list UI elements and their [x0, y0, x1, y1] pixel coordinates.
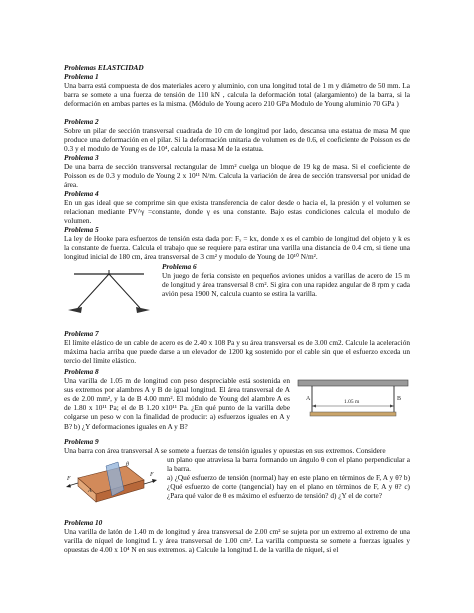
problem-text: La ley de Hooke para esfuerzos de tensión esta dada por: Fₓ = kx, donde x es el cambio de longitud del objeto y k es la constante de fuerza. Calcula el trabajo que se requiere para estirar una varilla una distancia de 0.4 cm, si tiene una longitud inicial de 180 cm, área transversal de 3 cm² y modulo de Young de 10¹⁰ N/m². — [64, 234, 410, 262]
problem-text: De una barra de sección transversal rectangular de 1mm² cuelga un bloque de 19 kg de masa. Si el coeficiente de Poisson es de 0.3 y modulo de Young 2 x 10¹¹ N/m. Calcula la variación de área de sección transversal por unidad de área. — [64, 162, 410, 190]
problem-9-head — [64, 437, 410, 455]
problem-6 — [162, 262, 410, 298]
problem-1 — [64, 72, 410, 108]
problem-2 — [64, 117, 410, 153]
problem-text: Una varilla de latón de 1.40 m de longitud y área transversal de 2.00 cm² se sujeta por un extremo al extremo de una varilla de níquel de longitud L y área transversal de 1.00 cm². La varilla compuesta se somete a fuerzas iguales y opuestas de 4.00 x 10⁴ N en sus extremos. a) Calcule la longitud L de la varilla de níquel, si el — [64, 527, 410, 555]
problem-text: Una varilla de 1.05 m de longitud con peso despreciable está sostenida en sus extremos por alambres A y B de igual longitud. El área transversal de A es de 2.00 mm², y la de B 4.00 mm². El módulo de Young del alambre A es de 1.80 x 10¹¹ Pa; el de B 1.20 x10¹¹ Pa. ¿En qué punto de la varilla debe colgarse un peso w con la finalidad de producir: a) esfuerzos iguales en A y B? b) ¿Y deformaciones iguales en A y B? — [64, 376, 290, 431]
force-left-label: F — [67, 476, 71, 482]
problem-text: un plano que atraviesa la barra formando un ángulo θ con el plano perpendicular a la barra. — [167, 455, 410, 474]
ride-figure — [64, 270, 154, 320]
problem-7 — [64, 329, 410, 365]
problem-5 — [64, 225, 410, 261]
area-label: A — [88, 488, 92, 494]
problem-text: Una barra con área transversal A se somete a fuerzas de tensión iguales y opuestas en sus extremos. Considere — [64, 446, 386, 456]
problem-4 — [64, 189, 410, 225]
problem-8 — [64, 367, 290, 431]
problem-heading: Problema 3 — [64, 153, 99, 162]
rod-length-label: 1.05 m — [344, 399, 360, 405]
problem-heading: Problema 4 — [64, 189, 99, 198]
problem-heading: Problema 8 — [64, 367, 99, 376]
problem-text: En un gas ideal que se comprime sin que exista transferencia de calor desde o hacia el, la presión y el volumen se relacionan mediante PV^γ =constante, donde γ es una constante. Bajo estas condiciones calcula el modulo de volumen. — [64, 198, 410, 226]
problem-text: a) ¿Qué esfuerzo de tensión (normal) hay en este plano en términos de F, A y θ? b) ¿Qué esfuerzo de corte (tangencial) hay en el plano en términos de F, A y θ? c) ¿Para qué valor de θ es máximo el esfuerzo de tensión? d) ¿Y el de corte? — [167, 473, 410, 501]
problem-10 — [64, 518, 410, 554]
problem-heading: Problema 6 — [162, 262, 197, 271]
problem-text: Un juego de feria consiste en pequeños aviones unidos a varillas de acero de 15 m de longitud y área transversal 8 cm². Si gira con una rapidez angular de 8 rpm y cada avión pesa 1900 N, calcula cuanto se estira la varilla. — [162, 271, 410, 299]
document-title: Problemas ELASTCIDAD — [64, 63, 144, 72]
wire-a-label: A — [306, 396, 311, 402]
problem-text: Una barra está compuesta de dos materiales acero y aluminio, con una longitud total de 1 m y diámetro de 50 mm. La barra se somete a una fuerza de tensión de 110 kN , calcula la deformación total (alargamiento) de la barra, si la deformación en ambas partes es la misma. (Módulo de Young acero 210 GPa Modulo de Young aluminio 70 GPa ) — [64, 81, 410, 109]
rod-figure — [296, 378, 410, 430]
problem-heading: Problema 7 — [64, 329, 99, 338]
problem-heading: Problema 2 — [64, 117, 99, 126]
problem-heading: Problema 1 — [64, 72, 99, 81]
problem-3 — [64, 153, 410, 189]
problem-heading: Problema 10 — [64, 518, 103, 527]
force-right-label: F — [150, 472, 154, 478]
problem-heading: Problema 9 — [64, 437, 99, 446]
bar-plane-figure — [66, 456, 158, 506]
problem-text: El límite elástico de un cable de acero es de 2.40 x 108 Pa y su área transversal es de 3.00 cm2. Calcule la aceleración máxima hacia arriba que puede darse a un elevador de 1200 kg sostenido por el cable sin que el esfuerzo exceda un tercio del límite elástico. — [64, 338, 410, 366]
theta-label: θ — [126, 462, 129, 468]
wire-b-label: B — [397, 396, 402, 402]
problem-heading: Problema 5 — [64, 225, 99, 234]
problem-text: Sobre un pilar de sección transversal cuadrada de 10 cm de longitud por lado, descansa una estatua de masa M que produce una deformación en el pilar. Si la deformación unitaria de volumen es de 0.6, el coeficiente de Poisson es de 0.3 y el modulo de Young es de 10⁴, calcula la masa M de la estatua. — [64, 126, 410, 154]
problem-9-body — [167, 455, 410, 500]
